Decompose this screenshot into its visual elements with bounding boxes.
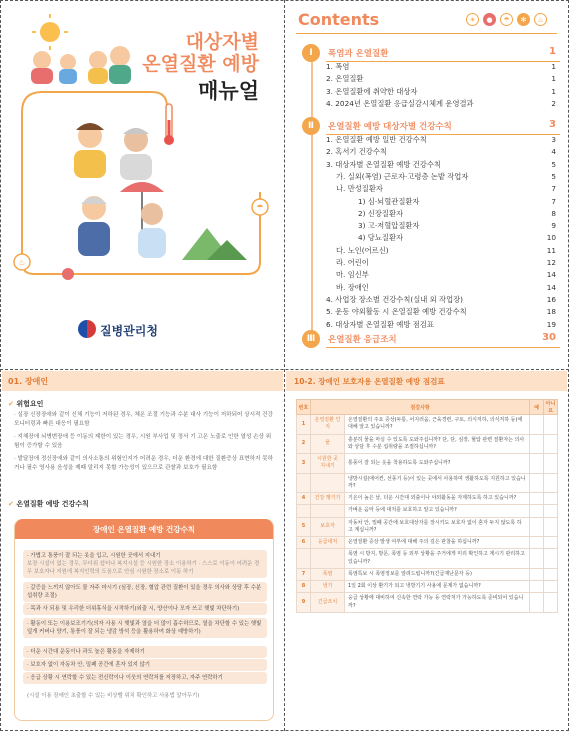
checklist-panel bbox=[286, 371, 567, 729]
rule-row bbox=[23, 618, 267, 638]
row-text: 통풍이 잘 되는 옷을 착용하도록 도와주십니까? bbox=[345, 454, 530, 474]
section-rule bbox=[326, 347, 560, 348]
toc-item[interactable] bbox=[336, 246, 558, 258]
toc-item[interactable] bbox=[326, 160, 558, 172]
rule-row bbox=[23, 690, 267, 702]
row-number: 3 bbox=[297, 454, 311, 474]
yes-checkbox[interactable] bbox=[530, 517, 544, 537]
section-page: 30 bbox=[542, 332, 556, 343]
rule-text: · 더운 시간대 운동이나 과도 높은 활동을 자제하기 bbox=[27, 649, 145, 655]
toc-item-page: 18 bbox=[546, 307, 556, 317]
contents-panel bbox=[286, 2, 567, 368]
sun-icon: ☀ bbox=[466, 13, 479, 26]
row-text: 냉방시설(에어컨, 선풍기 등)이 있는 곳에서 사용하며 생활하도록 지원하고 있습니까? bbox=[345, 473, 530, 493]
risk-para-1: · 실장 신장장애와 같이 신체 기능이 저하된 경우, 체온 조절 기능과 수분 대사 기능이 저하되어 상시적 건강 모니터링과 빠른 대응이 필요함 bbox=[14, 412, 273, 427]
section-title: 온열질환 예방 대상자별 건강수칙 bbox=[328, 122, 452, 132]
toc-item[interactable] bbox=[358, 221, 558, 233]
checklist-row bbox=[297, 568, 558, 580]
row-category: 온열질환 인지 bbox=[311, 415, 345, 435]
cover-panel bbox=[2, 2, 283, 368]
yes-checkbox[interactable] bbox=[530, 549, 544, 569]
toc-item-label: 1. 온열질환 예방 일반 건강수칙 bbox=[326, 135, 427, 144]
col-item: 점검사항 bbox=[311, 400, 530, 415]
toc-item[interactable] bbox=[336, 184, 558, 196]
checklist-row bbox=[297, 434, 558, 454]
row-category bbox=[311, 505, 345, 517]
toc-item[interactable] bbox=[336, 283, 558, 295]
no-checkbox[interactable] bbox=[544, 454, 558, 474]
rules-title: 온열질환 예방 건강수칙 bbox=[16, 500, 89, 508]
risk-title: 위험요인 bbox=[16, 400, 44, 408]
toc-item-page: 7 bbox=[551, 196, 556, 206]
rules-box bbox=[14, 519, 274, 721]
toc-item-label: 가. 실외(폭염) 근로자·고령층 논밭 작업자 bbox=[336, 171, 469, 181]
yes-checkbox[interactable] bbox=[530, 473, 544, 493]
no-checkbox[interactable] bbox=[544, 568, 558, 580]
checklist-row bbox=[297, 493, 558, 505]
row-category: 냉기 bbox=[311, 581, 345, 593]
toc-section-2[interactable] bbox=[296, 117, 560, 135]
contents-icon-row bbox=[466, 13, 547, 26]
toc-item-label: 5. 운동 야외활동 시 온열질환 예방 건강수칙 bbox=[326, 307, 467, 317]
toc-item-label: 1) 심·뇌혈관질환자 bbox=[358, 196, 420, 206]
disabled-header: 01. 장애인 bbox=[8, 377, 49, 386]
toc-item[interactable] bbox=[336, 172, 558, 184]
row-text: 가벼운 음악 등에 대처를 보호하고 알고 있습니까? bbox=[345, 505, 530, 517]
no-checkbox[interactable] bbox=[544, 537, 558, 549]
toc-item-page: 9 bbox=[551, 221, 556, 231]
yes-checkbox[interactable] bbox=[530, 568, 544, 580]
toc-item-page: 2 bbox=[551, 98, 556, 108]
yes-checkbox[interactable] bbox=[530, 454, 544, 474]
toc-section-3[interactable] bbox=[296, 330, 560, 348]
row-number: 4 bbox=[297, 493, 311, 505]
no-checkbox[interactable] bbox=[544, 434, 558, 454]
row-category bbox=[311, 473, 345, 493]
checklist-header-row bbox=[297, 400, 558, 415]
toc-item-page: 19 bbox=[546, 319, 556, 329]
water-bottle-icon bbox=[62, 268, 74, 280]
checklist-row bbox=[297, 593, 558, 613]
rule-text: · 갈증을 느끼지 않아도 물 자주 마시기 (심장, 신장, 혈압 관련 질환이 있을 경우 의사와 상담 후 수분섭취량 조절) bbox=[27, 585, 262, 600]
section-page: 1 bbox=[549, 46, 556, 57]
border-left bbox=[0, 0, 1, 731]
toc-section-1[interactable] bbox=[296, 44, 560, 62]
no-checkbox[interactable] bbox=[544, 581, 558, 593]
checklist-row bbox=[297, 537, 558, 549]
check-icon: ✔ bbox=[8, 500, 17, 508]
yes-checkbox[interactable] bbox=[530, 537, 544, 549]
row-text: 자동차 안, 밀폐 공간에 보호대상자를 장시키도 보호자 없이 혼자 두지 않도록 하고 계십니까? bbox=[345, 517, 530, 537]
section-badge: Ⅱ bbox=[302, 117, 320, 135]
yes-checkbox[interactable] bbox=[530, 434, 544, 454]
thermometer-icon bbox=[14, 254, 30, 270]
row-number bbox=[297, 549, 311, 569]
rule-text: (시설 이용 장애인 초출할 수 있는 비상벨 위치 확인하고 사용법 알아두기) bbox=[27, 693, 200, 699]
no-checkbox[interactable] bbox=[544, 505, 558, 517]
toc-item-label: 4. 2024년 온열질환 응급실감시체계 운영결과 bbox=[326, 98, 474, 108]
toc-item-page: 12 bbox=[546, 258, 556, 267]
toc-item-label: 4) 당뇨질환자 bbox=[358, 233, 404, 243]
no-checkbox[interactable] bbox=[544, 593, 558, 613]
row-number: 9 bbox=[297, 593, 311, 613]
toc-item-page: 3 bbox=[551, 135, 556, 144]
no-checkbox[interactable] bbox=[544, 549, 558, 569]
toc-item[interactable] bbox=[326, 307, 558, 319]
row-text: 온열질환의 주요 증상(두통, 어지러움, 근육경련, 구토, 의식저하, 의식저하 등)에 대해 알고 있습니까? bbox=[345, 415, 530, 435]
toc-item-page: 11 bbox=[546, 245, 556, 255]
row-number bbox=[297, 473, 311, 493]
no-checkbox[interactable] bbox=[544, 517, 558, 537]
horizontal-divider bbox=[0, 369, 569, 370]
contents-timeline bbox=[311, 48, 313, 348]
toc-item[interactable] bbox=[336, 270, 558, 282]
yes-checkbox[interactable] bbox=[530, 581, 544, 593]
section-page: 3 bbox=[549, 119, 556, 130]
toc-item-label: 라. 어린이 bbox=[336, 258, 369, 267]
col-no: 번호 bbox=[297, 400, 311, 415]
fan-icon: ✻ bbox=[517, 13, 530, 26]
row-number bbox=[297, 505, 311, 517]
svg-text:☂: ☂ bbox=[256, 203, 264, 212]
rule-text: · 가볍고 통풍이 잘 되는 옷을 입고, 시원한 곳에서 지내기 bbox=[27, 553, 161, 559]
rule-text: · 응급 상황 시 연락할 수 있는 전신락이나 이웃의 연락처를 저장하고, 자주 연락하기 bbox=[27, 675, 223, 681]
row-category bbox=[311, 549, 345, 569]
toc-item-label: 2. 온열질환 bbox=[326, 74, 364, 84]
disabled-panel bbox=[2, 371, 283, 729]
toc-item[interactable] bbox=[326, 87, 558, 99]
toc-item-label: 3. 온열질환에 취약한 대상자 bbox=[326, 86, 418, 96]
rule-text: · 목과 사 되용 및 우리한 더위휴식을 시작하기(외출 시, 양산이나 모자 쓰고 햇빛 차단하기) bbox=[27, 606, 240, 612]
umbrella-icon: ☂ bbox=[500, 13, 513, 26]
cover-title-line3: 매뉴얼 bbox=[198, 78, 259, 103]
toc-item-page: 5 bbox=[551, 171, 556, 181]
toc-item-page: 14 bbox=[546, 270, 556, 280]
toc-item[interactable] bbox=[358, 209, 558, 221]
checklist-row bbox=[297, 581, 558, 593]
rule-text: · 활동이 또는 이용보조기기(의자 사용 시 햇빛과 열을 더 많이 흡수하므로, 열을 차단할 수 있는 햇빛 덮개 커버나 양기, 통풍이 잘 되는 냉감 방석 등을 활용하여 화상 예방하기) bbox=[27, 621, 262, 636]
section-badge: Ⅲ bbox=[302, 330, 320, 348]
rules-box-title: 장애인 온열질환 예방 건강수칙 bbox=[15, 519, 273, 539]
checklist-row bbox=[297, 517, 558, 537]
section-badge: Ⅰ bbox=[302, 44, 320, 62]
yes-checkbox[interactable] bbox=[530, 593, 544, 613]
rule-row bbox=[23, 672, 267, 684]
checklist-header-bar bbox=[286, 371, 567, 391]
row-category: 응급대처 bbox=[311, 537, 345, 549]
checklist-row bbox=[297, 473, 558, 493]
col-no-answer: 아니요 bbox=[544, 400, 558, 415]
rule-row bbox=[23, 646, 267, 658]
toc-item-page: 5 bbox=[551, 159, 556, 169]
toc-item-label: 3. 대상자별 온열질환 예방 건강수칙 bbox=[326, 159, 441, 169]
contents-rule bbox=[296, 33, 557, 34]
rule-text: · 보호자 없이 자동차 안, 밀폐 공간에 혼자 있지 않기 bbox=[27, 662, 150, 668]
yes-checkbox[interactable] bbox=[530, 493, 544, 505]
no-checkbox[interactable] bbox=[544, 473, 558, 493]
cover-title-line1: 대상자별 bbox=[185, 31, 259, 53]
no-checkbox[interactable] bbox=[544, 493, 558, 505]
row-number: 1 bbox=[297, 415, 311, 435]
section-title: 온열질환 응급조치 bbox=[328, 335, 397, 345]
toc-item-label: 1. 폭염 bbox=[326, 62, 350, 71]
no-checkbox[interactable] bbox=[544, 415, 558, 435]
toc-item-label: 4. 사업장 장소별 건강수칙(실내 외 작업장) bbox=[326, 294, 464, 304]
toc-item-label: 다. 노인(어르신) bbox=[336, 245, 389, 255]
checklist-row bbox=[297, 549, 558, 569]
cover-title bbox=[142, 32, 259, 103]
toc-item-page: 10 bbox=[546, 233, 556, 243]
toc-item-label: 3) 고·저혈압질환자 bbox=[358, 221, 420, 231]
toc-item-page: 8 bbox=[551, 208, 556, 218]
toc-item[interactable] bbox=[358, 233, 558, 245]
toc-item-page: 1 bbox=[551, 74, 556, 84]
toc-item-label: 2) 신장질환자 bbox=[358, 208, 404, 218]
row-text: 폭염 시 방지, 방문, 폭염 등 외부 상황을 주거에게 미리 확인하고 계시기 관리하고 있습니까? bbox=[345, 549, 530, 569]
check-icon: ✔ bbox=[8, 400, 17, 408]
section-title: 폭염과 온열질환 bbox=[328, 49, 389, 59]
row-category: 물 bbox=[311, 434, 345, 454]
toc-item-label: 6. 대상자별 온열질환 예방 점검표 bbox=[326, 319, 434, 329]
row-number: 8 bbox=[297, 581, 311, 593]
checklist-table bbox=[296, 399, 558, 613]
disabled-header-bar bbox=[2, 371, 283, 391]
toc-item[interactable] bbox=[326, 147, 558, 159]
rule-row bbox=[23, 550, 267, 578]
rule-note: 보장 시설이 없는 경우, 무더위 쉼터나 복지시설 등 시원한 장소 이용하기 · 스스로 이동이 어려운 경우 보호자나 지원에 복지인력의 도움으로 안심 시원한 장소로 이동 하기 bbox=[27, 561, 260, 576]
row-text: 폭염특보 시 폭염정보를 알려드립니까?(긴급재난문자 등) bbox=[345, 568, 530, 580]
row-category: 건강 행기기 bbox=[311, 493, 345, 505]
row-category: 긴급조치 bbox=[311, 593, 345, 613]
rules-heading bbox=[8, 499, 89, 509]
toc-item-page: 1 bbox=[551, 62, 556, 71]
agency-name: 질병관리청 bbox=[100, 324, 158, 338]
toc-item-page: 1 bbox=[551, 86, 556, 96]
agency-logo-icon bbox=[78, 320, 96, 338]
row-category: 보호자 bbox=[311, 517, 345, 537]
contents-title: Contents bbox=[298, 10, 380, 29]
checklist-row bbox=[297, 415, 558, 435]
thermometer-icon: ♨ bbox=[534, 13, 547, 26]
toc-item-page: 7 bbox=[551, 184, 556, 194]
toc-item-page: 16 bbox=[546, 294, 556, 304]
row-category: 폭염 bbox=[311, 568, 345, 580]
row-number: 7 bbox=[297, 568, 311, 580]
checklist-row bbox=[297, 454, 558, 474]
sun-icon bbox=[32, 14, 68, 50]
bottle-icon: ● bbox=[483, 13, 496, 26]
row-text: 1일 2회 이상 환기가 되고 냉방기기 사용에 문제가 없습니까? bbox=[345, 581, 530, 593]
rule-row bbox=[23, 603, 267, 615]
toc-item-page: 14 bbox=[546, 282, 556, 292]
toc-item[interactable] bbox=[326, 99, 558, 111]
row-number: 2 bbox=[297, 434, 311, 454]
row-text: 응급 상황에 대비하여 신속한 연락 가능 등 연락처가 가능하도록 준비되어 있습니까? bbox=[345, 593, 530, 613]
row-number: 5 bbox=[297, 517, 311, 537]
svg-text:♨: ♨ bbox=[18, 258, 26, 267]
yes-checkbox[interactable] bbox=[530, 415, 544, 435]
toc-item[interactable] bbox=[336, 258, 558, 270]
vertical-divider bbox=[284, 0, 285, 731]
toc-item[interactable] bbox=[326, 62, 558, 74]
cover-title-line2: 온열질환 예방 bbox=[142, 52, 259, 75]
risk-para-2: · 지체장애 뇌병변장애 등 이동의 제한이 있는 경우, 시원 부사업 및 정서 기 고온 노출로 인한 열성 손상 위험이 증가할 수 있음 bbox=[14, 434, 272, 449]
col-yes: 예 bbox=[530, 400, 544, 415]
rule-row bbox=[23, 582, 267, 602]
row-text: 기온이 높은 날, 더운 시간대 외출이나 야외활동을 자제하도록 하고 있습니까? bbox=[345, 493, 530, 505]
yes-checkbox[interactable] bbox=[530, 505, 544, 517]
toc-item-label: 나. 만성질환자 bbox=[336, 184, 383, 194]
toc-item[interactable] bbox=[358, 197, 558, 209]
checklist-header: 10-2. 장애인 보호자용 온열질환 예방 점검표 bbox=[294, 377, 445, 386]
row-number: 6 bbox=[297, 537, 311, 549]
toc-item[interactable] bbox=[326, 74, 558, 86]
toc-item[interactable] bbox=[326, 295, 558, 307]
row-category: 시원한 곳 지내기 bbox=[311, 454, 345, 474]
row-text: 충분히 물을 마실 수 있도록 도와주십니까? 단, 단, 심장, 혈압 관련 질환자는 의사와 상담 후 수분 섭취량을 조절하십니까? bbox=[345, 434, 530, 454]
toc-item-page: 4 bbox=[551, 147, 556, 157]
pin-icon bbox=[252, 199, 268, 215]
toc-item[interactable] bbox=[326, 135, 558, 147]
checklist-row bbox=[297, 505, 558, 517]
risk-para-3: · 발달장애 정신장애와 같이 의사소통의 위험인지가 어려운 경우, 더운 환경에 대한 질환증상 표현하지 못하거나 필수 영사용 음성을 제때 알리지 못할 가능성이 있으므로 관찰과 보호가 필요함 bbox=[14, 456, 274, 471]
rule-row bbox=[23, 659, 267, 671]
checklist-body bbox=[297, 415, 558, 613]
toc-item-label: 2. 혹서기 건강수칙 bbox=[326, 147, 387, 157]
toc-item-label: 바. 장애인 bbox=[336, 282, 369, 292]
risk-heading bbox=[8, 399, 43, 409]
toc-item-label: 마. 임신부 bbox=[336, 270, 369, 280]
row-text: 온열질환 증상 발생 여부에 대해 주의 깊은 관찰을 하십니까? bbox=[345, 537, 530, 549]
